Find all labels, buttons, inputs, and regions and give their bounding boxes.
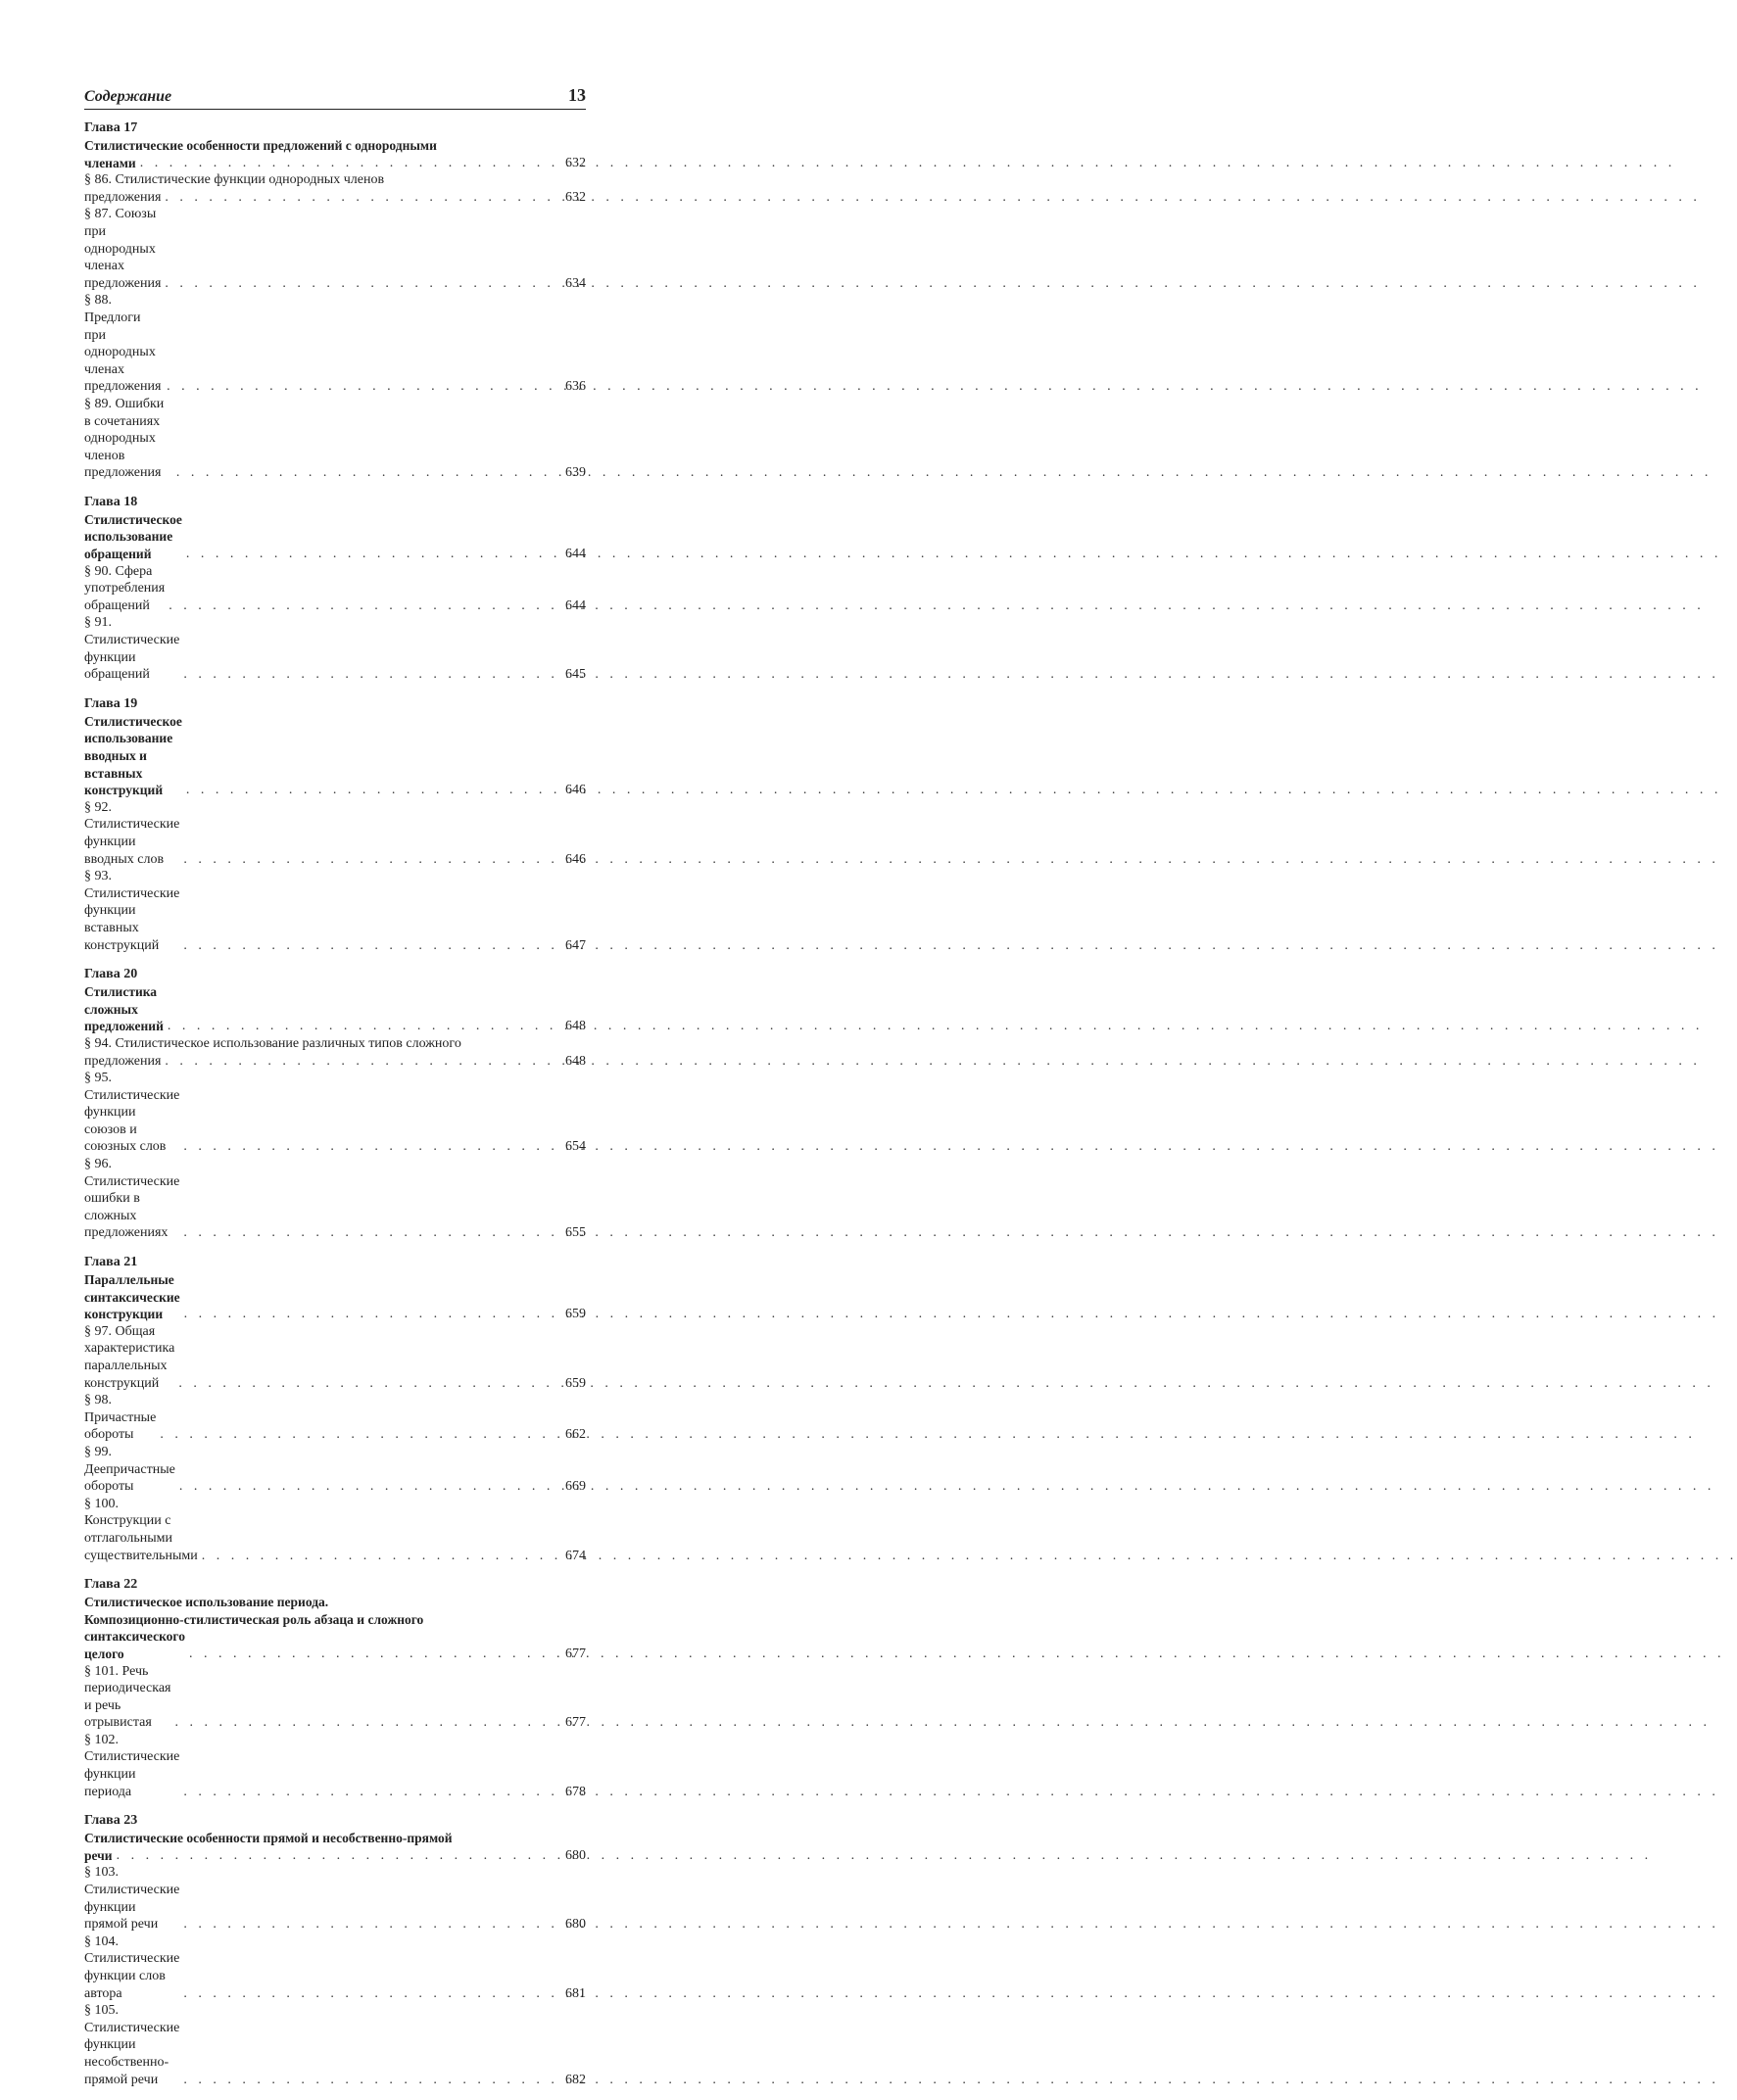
toc-chapter-title[interactable] [84, 1628, 586, 1662]
entry-page-number: 636 [565, 379, 586, 395]
leader-dots [165, 1053, 555, 1071]
entry-page-number: 646 [565, 783, 586, 798]
toc-chapter-title[interactable] [84, 1271, 586, 1323]
section-title-line: § 86. Стилистические функции однородных членов [84, 172, 385, 188]
entry-text: речи [84, 1847, 113, 1863]
leader-dots [183, 937, 555, 955]
chapter-label: Глава 18 [84, 494, 138, 509]
entry-page-number: 659 [565, 1307, 586, 1322]
leader-dots [167, 378, 555, 396]
entry-page-number: 678 [565, 1784, 586, 1799]
toc-section-entry[interactable] [84, 189, 586, 207]
leader-dots [183, 666, 555, 684]
entry-text: § 93. Стилистические функции вставных конструкций [84, 869, 180, 953]
entry-page-number: 680 [565, 1917, 586, 1933]
leader-dots [176, 464, 555, 482]
leader-dots [169, 597, 555, 615]
chapter-title-line: Стилистические особенности прямой и несобственно-прямой [84, 1831, 453, 1846]
toc-section-entry[interactable] [84, 1496, 586, 1564]
entry-page-number: 632 [565, 189, 586, 205]
entry-page-number: 648 [565, 1053, 586, 1069]
chapter-label: Глава 17 [84, 120, 138, 135]
toc-section-entry[interactable] [84, 799, 586, 868]
leader-dots [140, 155, 555, 172]
toc-section-entry[interactable] [84, 206, 586, 292]
entry-text: § 91. Стилистические функции обращений [84, 615, 180, 683]
entry-page-number: 644 [565, 547, 586, 562]
entry-text: § 100. Конструкции с отглагольными существительными [84, 1496, 198, 1563]
toc-section-entry[interactable] [84, 1933, 586, 2002]
toc-section-entry[interactable] [84, 292, 586, 396]
section-title-line: § 94. Стилистическое использование различных типов сложного [84, 1035, 461, 1051]
toc-chapter [84, 966, 586, 1242]
toc-section-entry[interactable] [84, 614, 586, 683]
toc-section-entry[interactable] [84, 1156, 586, 1242]
table-of-contents [84, 119, 586, 2100]
entry-text: § 90. Сфера употребления обращений [84, 563, 166, 613]
chapter-label: Глава 21 [84, 1255, 138, 1270]
entry-page-number: 654 [565, 1139, 586, 1155]
leader-dots [183, 1916, 555, 1933]
toc-chapter-title[interactable] [84, 1847, 586, 1865]
entry-text: § 101. Речь периодическая и речь отрывистая [84, 1663, 171, 1731]
leader-dots [183, 1784, 555, 1801]
entry-text: § 89. Ошибки в сочетаниях однородных членов предложения [84, 396, 165, 481]
entry-page-number: 645 [565, 667, 586, 683]
chapter-label: Глава 23 [84, 1813, 138, 1829]
toc-section-entry[interactable] [84, 396, 586, 482]
entry-page-number: 634 [565, 275, 586, 291]
leader-dots [189, 1646, 555, 1663]
entry-page-number: 680 [565, 1847, 586, 1863]
entry-page-number: 677 [565, 1715, 586, 1731]
entry-text: § 88. Предлоги при однородных членах предложения [84, 293, 162, 395]
entry-text: § 104. Стилистические функции слов автора [84, 1933, 180, 2001]
entry-text: § 96. Стилистические ошибки в сложных предложениях [84, 1157, 180, 1241]
entry-text: § 99. Деепричастные обороты [84, 1444, 175, 1495]
entry-text: предложения [84, 1053, 162, 1069]
leader-dots [183, 2072, 555, 2089]
entry-page-number: 674 [565, 1548, 586, 1563]
leader-dots [165, 189, 555, 207]
entry-page-number: 639 [565, 465, 586, 481]
chapter-title-line: Стилистическое использование периода. [84, 1595, 329, 1610]
entry-text: § 97. Общая характеристика параллельных конструкций [84, 1323, 175, 1391]
header-title: Содержание [84, 88, 172, 105]
toc-chapter [84, 494, 586, 684]
toc-section-entry[interactable] [84, 1444, 586, 1496]
entry-text: § 103. Стилистические функции прямой речи [84, 1865, 180, 1933]
toc-section-entry[interactable] [84, 1053, 586, 1071]
running-header [84, 78, 586, 110]
leader-dots [183, 1224, 555, 1242]
entry-text: предложения [84, 189, 162, 205]
leader-dots [202, 1548, 555, 1565]
header-page-number: 13 [568, 85, 586, 105]
toc-chapter-title[interactable] [84, 511, 586, 563]
toc-section-entry[interactable] [84, 1663, 586, 1732]
toc-section-entry[interactable] [84, 1070, 586, 1156]
entry-page-number: 655 [565, 1225, 586, 1241]
entry-page-number: 681 [565, 1985, 586, 2001]
leader-dots [160, 1426, 555, 1444]
toc-chapter [84, 695, 586, 954]
entry-text: синтаксического целого [84, 1629, 185, 1661]
toc-chapter-title[interactable] [84, 983, 586, 1035]
leader-dots [183, 851, 555, 869]
entry-text: § 92. Стилистические функции вводных слов [84, 799, 180, 867]
entry-page-number: 644 [565, 597, 586, 613]
chapter-label: Глава 20 [84, 967, 138, 982]
entry-text: членами [84, 155, 136, 170]
leader-dots [165, 275, 555, 293]
leader-dots [179, 1478, 555, 1496]
leader-dots [174, 1714, 555, 1732]
entry-text: § 98. Причастные обороты [84, 1393, 157, 1443]
toc-chapter-title[interactable] [84, 713, 586, 799]
toc-section-entry[interactable] [84, 2002, 586, 2088]
toc-chapter [84, 119, 586, 482]
document-page [0, 0, 670, 2087]
toc-chapter [84, 1576, 586, 1800]
toc-section-entry[interactable] [84, 1732, 586, 1800]
leader-dots [186, 782, 555, 799]
entry-page-number: 632 [565, 155, 586, 170]
toc-section-entry[interactable] [84, 1864, 586, 1933]
entry-page-number: 647 [565, 937, 586, 953]
entry-page-number: 677 [565, 1646, 586, 1661]
entry-text: § 105. Стилистические функции несобственно-прямой речи [84, 2003, 180, 2087]
entry-text: Параллельные синтаксические конструкции [84, 1272, 180, 1322]
leader-dots [184, 1306, 555, 1323]
entry-text: § 87. Союзы при однородных членах предложения [84, 207, 162, 291]
entry-page-number: 662 [565, 1427, 586, 1443]
entry-page-number: 648 [565, 1019, 586, 1034]
leader-dots [183, 1138, 555, 1156]
entry-text: Стилистика сложных предложений [84, 984, 164, 1034]
leader-dots [178, 1375, 555, 1393]
chapter-title-line: Стилистические особенности предложений с однородными [84, 138, 437, 153]
leader-dots [183, 1985, 555, 2003]
leader-dots [117, 1847, 555, 1865]
entry-text: Стилистическое использование обращений [84, 511, 182, 562]
entry-page-number: 659 [565, 1375, 586, 1391]
entry-text: § 95. Стилистические функции союзов и союзных слов [84, 1071, 180, 1155]
chapter-title-line: Композиционно-стилистическая роль абзаца и сложного [84, 1611, 424, 1627]
toc-chapter [84, 1812, 586, 2088]
leader-dots [186, 546, 555, 563]
entry-page-number: 646 [565, 851, 586, 867]
toc-section-entry[interactable] [84, 563, 586, 615]
entry-page-number: 669 [565, 1479, 586, 1495]
chapter-label: Глава 22 [84, 1577, 138, 1593]
leader-dots [168, 1018, 555, 1035]
toc-section-entry[interactable] [84, 1392, 586, 1444]
toc-chapter [84, 1254, 586, 1564]
toc-section-entry[interactable] [84, 868, 586, 954]
entry-text: Стилистическое использование вводных и вставных конструкций [84, 713, 182, 798]
entry-page-number: 682 [565, 2072, 586, 2087]
toc-section-entry[interactable] [84, 1323, 586, 1392]
toc-chapter-title[interactable] [84, 155, 586, 172]
chapter-label: Глава 19 [84, 695, 138, 711]
entry-text: § 102. Стилистические функции периода [84, 1732, 180, 1799]
